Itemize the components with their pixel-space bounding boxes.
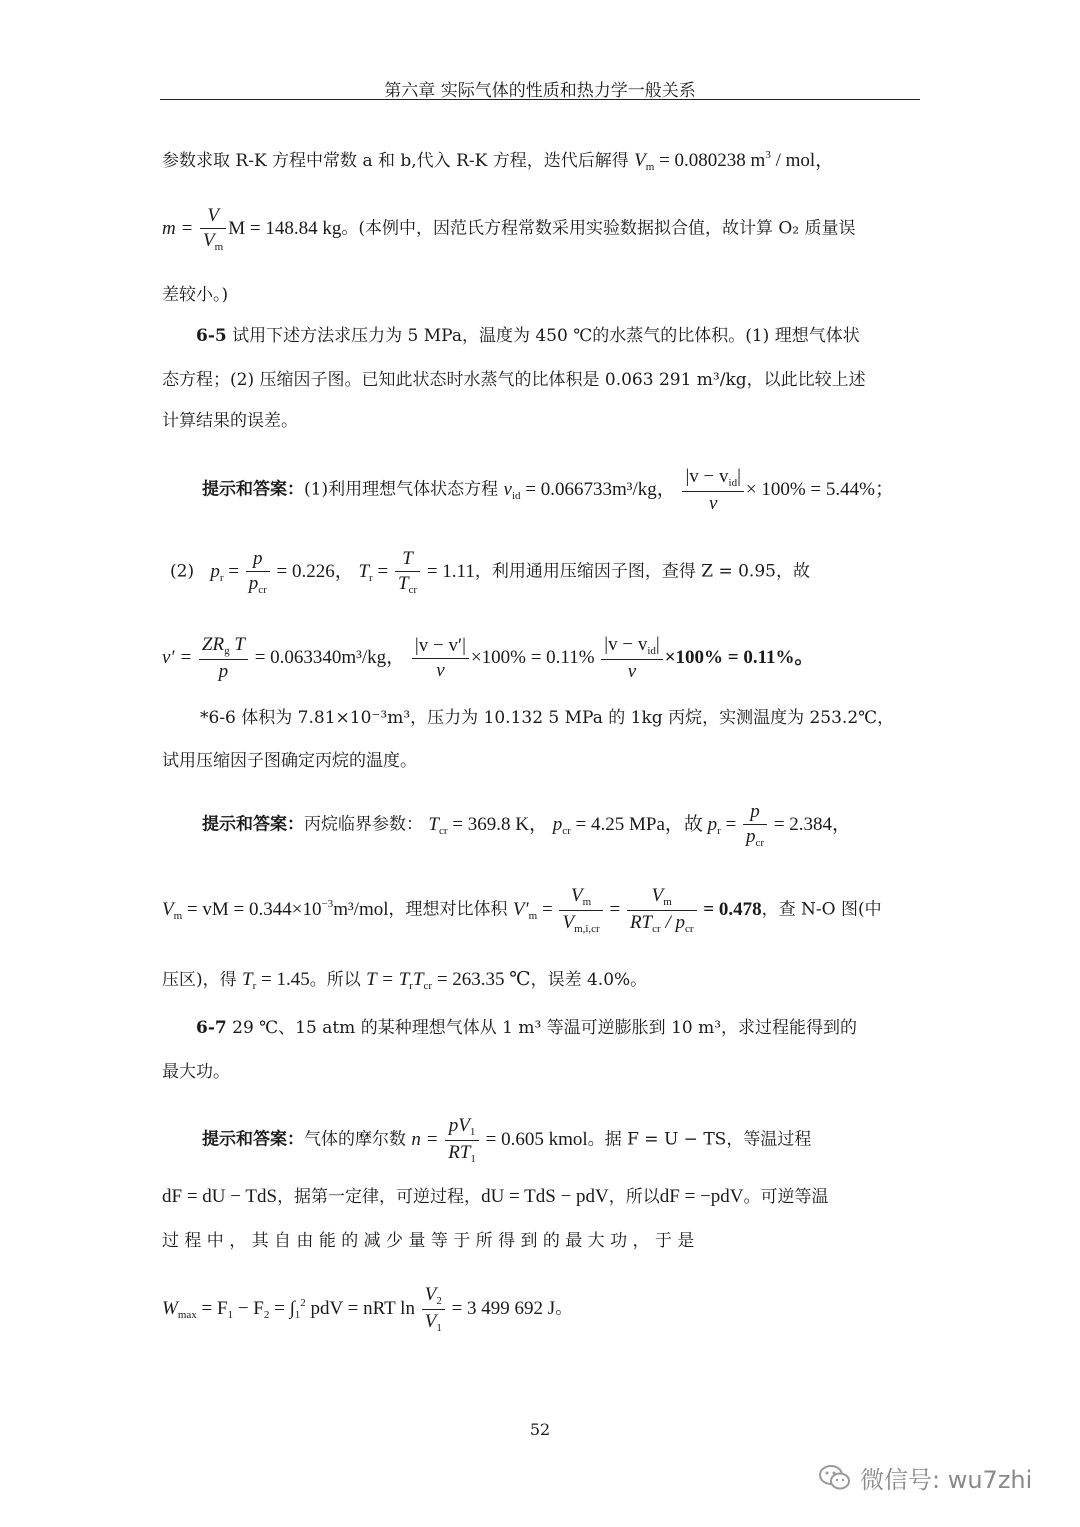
page-header-title: 第六章 实际气体的性质和热力学一般关系 (384, 81, 696, 101)
answer-6-7-part2: dF = dU − TdS，据第一定律，可逆过程，dU = TdS − pdV，所以dF = −pdV。可逆等温 (162, 1186, 829, 1207)
problem-6-7: 6-7 29 ℃、15 atm 的某种理想气体从 1 m³ 等温可逆膨胀到 10 m³，求过程能得到的 (196, 1018, 858, 1038)
answer-6-6-part2: $V_m$ = vM = $0.344\times 10^{-3}m^3$/mol，理想对比体积 $V'_m$ = $\frac{V_m}{V_{m,i,cr}}$ = $\frac{V_m}{RT_{cr} / p_{cr}}$ = 0.478，查 N-O 图(中 (162, 885, 882, 935)
text-line: 试用压缩因子图确定丙烷的温度。 (162, 751, 417, 771)
text-line: m = $\frac{V}{V_m}$ M = 148.84 kg。(本例中，因范氏方程常数采用实验数据拟合值，故计算 O₂ 质量误 (162, 205, 856, 253)
answer-6-5-part3: v′ = $\frac{ZR_g T}{p}$ = 0.063340m³/kg， $\frac{|v - v'|}{v}$ ×100% = 0.11% $\frac{|v - v_{id}|}{v}$ ×100% = 0.11%。 (162, 634, 814, 682)
text-line: 态方程；(2) 压缩因子图。已知此状态时水蒸气的比体积是 0.063 291 m³/kg，以此比较上述 (162, 370, 866, 390)
problem-6-6: *6-6 体积为 7.81×10⁻³m³，压力为 10.132 5 MPa 的 1kg 丙烷，实测温度为 253.2℃， (200, 708, 895, 728)
answer-6-5-part2: (2) $p_r$ = $\frac{p}{p_{cr}}$ = 0.226， $T_r$ = $\frac{T}{T_{cr}}$ = 1.11，利用通用压缩因子图，查得 Z = 0.95，故 (170, 548, 810, 596)
header-rule (160, 99, 920, 100)
watermark (818, 1460, 1032, 1495)
text-line: 参数求取 R-K 方程中常数 a 和 b,代入 R-K 方程，迭代后解得 $V_m = 0.080238$ $m^3$ / mol， (162, 149, 835, 173)
answer-6-5: 提示和答案：(1)利用理想气体状态方程 $v_{id} = 0.066733m^3/kg$， $\frac{|v - v_{id}|}{v}$ × 100% = 5.44%； (202, 466, 894, 514)
problem-6-5: 6-5 试用下述方法求压力为 5 MPa，温度为 450 ℃的水蒸气的比体积。(1) 理想气体状 (196, 326, 860, 346)
text-line: 计算结果的误差。 (162, 411, 298, 431)
answer-6-6: 提示和答案：丙烷临界参数： $T_{cr} = 369.8$ K， $p_{cr} = 4.25$ MPa，故 $p_r$ = $\frac{p}{p_{cr}}$ = 2.384， (202, 801, 852, 849)
answer-6-7-part4: $W_{max} = F_1 - F_2 = \int_1^2$ pdV = nRT ln $\frac{V_2}{V_1}$ = 3 499 692 J。 (162, 1284, 573, 1334)
text-line: 差较小。) (162, 285, 229, 305)
watermark-label: 微信号: wu7zhi (860, 1466, 1033, 1494)
wechat-icon (818, 1463, 852, 1493)
answer-6-7: 提示和答案：气体的摩尔数 n = $\frac{pV_1}{RT_1}$ = 0.605 kmol。据 F = U − TS，等温过程 (202, 1115, 812, 1165)
answer-6-6-part3: 压区)，得 $T_r = 1.45$。所以 $T = T_rT_{cr} = 263.35$ ℃，误差 4.0%。 (162, 969, 648, 992)
text-line: 最大功。 (162, 1062, 230, 1082)
answer-6-7-part3: 过 程 中 ， 其 自 由 能 的 减 少 量 等 于 所 得 到 的 最 大 功 ， 于 是 (162, 1231, 695, 1251)
page-number: 52 (529, 1420, 551, 1439)
